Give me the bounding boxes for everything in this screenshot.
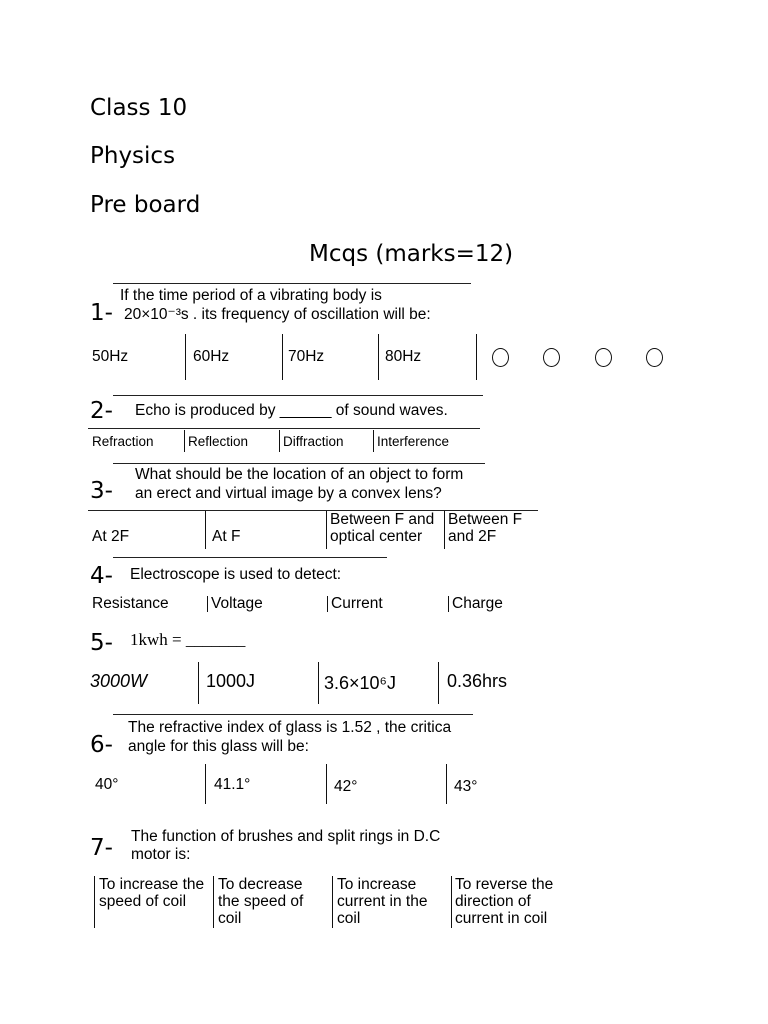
- question-number: 7-: [90, 835, 113, 861]
- question-number: 2-: [90, 398, 113, 424]
- option-c: 70Hz: [288, 348, 325, 365]
- question-text-line-1: The function of brushes and split rings in D.C: [131, 828, 441, 845]
- option-b: 60Hz: [193, 348, 230, 365]
- option-divider: [94, 876, 95, 928]
- question-text-line-1: 1kwh = _______: [130, 630, 246, 649]
- option-d: 0.36hrs: [447, 671, 508, 691]
- option-a: At 2F: [92, 528, 130, 545]
- option-divider: [184, 430, 185, 452]
- section-title: Mcqs (marks=12): [309, 241, 514, 267]
- option-d: Between F and 2F: [448, 511, 523, 545]
- question-text-line-2: angle for this glass will be:: [128, 738, 309, 755]
- option-a: 3000W: [90, 671, 148, 691]
- question-text-line-2: an erect and virtual image by a convex lens?: [135, 485, 442, 502]
- answer-bubble-d[interactable]: [646, 348, 663, 367]
- option-b: At F: [212, 528, 241, 545]
- option-divider: [332, 876, 333, 928]
- question-text-line-1: The refractive index of glass is 1.52 , the critica: [128, 719, 452, 736]
- answer-bubble-b[interactable]: [543, 348, 560, 367]
- option-divider: [326, 511, 327, 549]
- option-divider: [318, 662, 319, 704]
- option-divider: [438, 662, 439, 704]
- answer-bubble-a[interactable]: [492, 348, 509, 367]
- question-rule: [113, 283, 471, 284]
- option-d: Charge: [452, 595, 503, 612]
- option-divider: [185, 334, 186, 380]
- option-divider: [207, 596, 208, 612]
- question-rule: [113, 557, 387, 558]
- option-c: Diffraction: [283, 434, 344, 449]
- question-text-line-1: If the time period of a vibrating body is: [120, 287, 382, 304]
- option-divider: [198, 662, 199, 704]
- option-d: To reverse the direction of current in coil: [455, 876, 554, 927]
- option-a: To increase the speed of coil: [99, 876, 205, 910]
- option-c: Current: [331, 595, 383, 612]
- option-a: 50Hz: [92, 348, 129, 365]
- question-rule: [113, 714, 473, 715]
- option-b: Voltage: [211, 595, 263, 612]
- option-b: 41.1°: [214, 776, 251, 793]
- option-d: Interference: [377, 434, 450, 449]
- option-divider: [205, 764, 206, 804]
- option-divider: [205, 511, 206, 549]
- question-text-line-2: motor is:: [131, 846, 191, 863]
- question-number: 1-: [90, 300, 113, 326]
- option-divider: [446, 764, 447, 804]
- option-c: To increase current in the coil: [337, 876, 428, 927]
- question-number: 6-: [90, 732, 113, 758]
- option-b: 1000J: [206, 671, 256, 691]
- option-divider: [326, 764, 327, 804]
- option-divider: [373, 430, 374, 452]
- option-divider: [451, 876, 452, 928]
- option-c: 3.6×10⁶J: [324, 673, 396, 693]
- question-rule: [113, 395, 483, 396]
- option-divider: [476, 334, 477, 380]
- question-text-line-1: Echo is produced by ______ of sound waves.: [135, 402, 448, 419]
- exam-heading: Pre board: [90, 192, 201, 218]
- option-a: Refraction: [92, 434, 154, 449]
- question-number: 3-: [90, 478, 113, 504]
- option-b: To decrease the speed of coil: [218, 876, 304, 927]
- answer-bubble-c[interactable]: [595, 348, 612, 367]
- option-divider: [327, 596, 328, 612]
- question-number: 5-: [90, 630, 113, 656]
- option-divider: [213, 876, 214, 928]
- question-rule: [88, 428, 480, 429]
- question-rule: [113, 463, 485, 464]
- option-d: 80Hz: [385, 348, 422, 365]
- class-heading: Class 10: [90, 95, 188, 121]
- option-a: Resistance: [92, 595, 169, 612]
- option-a: 40°: [95, 776, 119, 793]
- option-c: Between F and optical center: [330, 511, 435, 545]
- subject-heading: Physics: [90, 143, 176, 169]
- option-divider: [279, 430, 280, 452]
- question-text-line-1: What should be the location of an object to form: [135, 466, 464, 483]
- option-divider: [282, 334, 283, 380]
- question-number: 4-: [90, 563, 113, 589]
- option-d: 43°: [454, 778, 478, 795]
- question-text-line-1: Electroscope is used to detect:: [130, 566, 342, 583]
- option-b: Reflection: [188, 434, 249, 449]
- option-divider: [448, 596, 449, 612]
- option-divider: [444, 511, 445, 549]
- option-c: 42°: [334, 778, 358, 795]
- option-divider: [378, 334, 379, 380]
- question-text-line-2: 20×10⁻³s . its frequency of oscillation will be:: [124, 306, 431, 323]
